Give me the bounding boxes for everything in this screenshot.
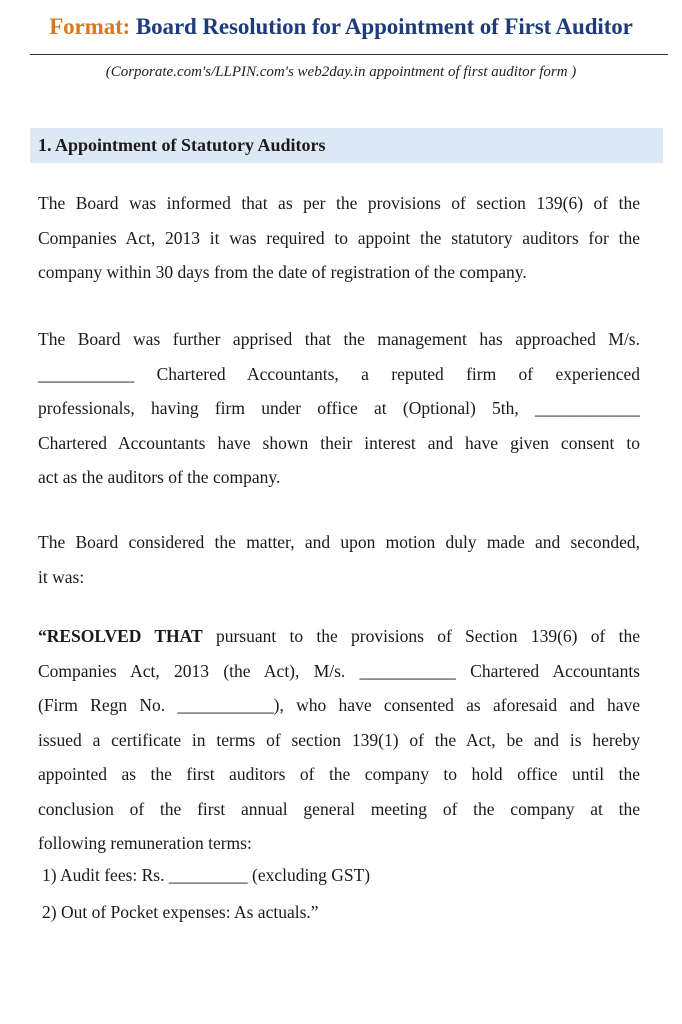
format-label: Format:	[49, 14, 131, 39]
document-subtitle: (Corporate.com's/LLPIN.com's web2day.in appointment of first auditor form )	[105, 64, 577, 80]
paragraph-board-informed	[38, 186, 640, 290]
paragraph-resolution	[38, 619, 640, 861]
paragraph-line: (Firm Regn No. ___________), who have consented as aforesaid and have	[38, 695, 640, 715]
document-title: Board Resolution for Appointment of First Auditor	[135, 14, 633, 39]
paragraph-board-considered	[38, 525, 640, 594]
paragraph-line: conclusion of the first annual general meeting of the company at the	[38, 798, 640, 819]
list-item-out-of-pocket: 2) Out of Pocket expenses: As actuals.”	[42, 902, 319, 922]
paragraph-text: pursuant to the provisions of Section 139(6) of the	[202, 626, 640, 646]
title-divider	[30, 54, 668, 55]
paragraph-line: The Board was further apprised that the management has approached M/s.	[38, 329, 640, 349]
paragraph-line: ___________ Chartered Accountants, a reputed firm of experienced	[38, 363, 640, 384]
page-title	[0, 14, 682, 40]
paragraph-line: issued a certificate in terms of section 139(1) of the Act, be and is hereby	[38, 729, 640, 750]
paragraph-line: company within 30 days from the date of registration of the company.	[38, 262, 527, 282]
paragraph-line: appointed as the first auditors of the company to hold office until the	[38, 764, 640, 784]
list-item-audit-fees: 1) Audit fees: Rs. _________ (excluding GST)	[42, 865, 371, 885]
paragraph-line: Companies Act, 2013 (the Act), M/s. ___________ Chartered Accountants	[38, 660, 640, 681]
paragraph-line: The Board considered the matter, and upon motion duly made and seconded,	[38, 532, 640, 552]
paragraph-line	[38, 619, 640, 654]
section-header	[30, 128, 663, 163]
paragraph-line: following remuneration terms:	[38, 833, 252, 853]
paragraph-line: The Board was informed that as per the provisions of section 139(6) of the	[38, 193, 640, 213]
resolved-that-label: “RESOLVED THAT	[38, 626, 203, 646]
paragraph-board-apprised	[38, 322, 640, 495]
paragraph-line: Companies Act, 2013 it was required to appoint the statutory auditors for the	[38, 227, 640, 248]
paragraph-line: professionals, having firm under office at (Optional) 5th, ____________	[38, 398, 640, 418]
paragraph-line: it was:	[38, 566, 85, 587]
paragraph-line: Chartered Accountants have shown their interest and have given consent to	[38, 432, 640, 453]
section-title: 1. Appointment of Statutory Auditors	[38, 135, 326, 155]
paragraph-line: act as the auditors of the company.	[38, 467, 281, 487]
